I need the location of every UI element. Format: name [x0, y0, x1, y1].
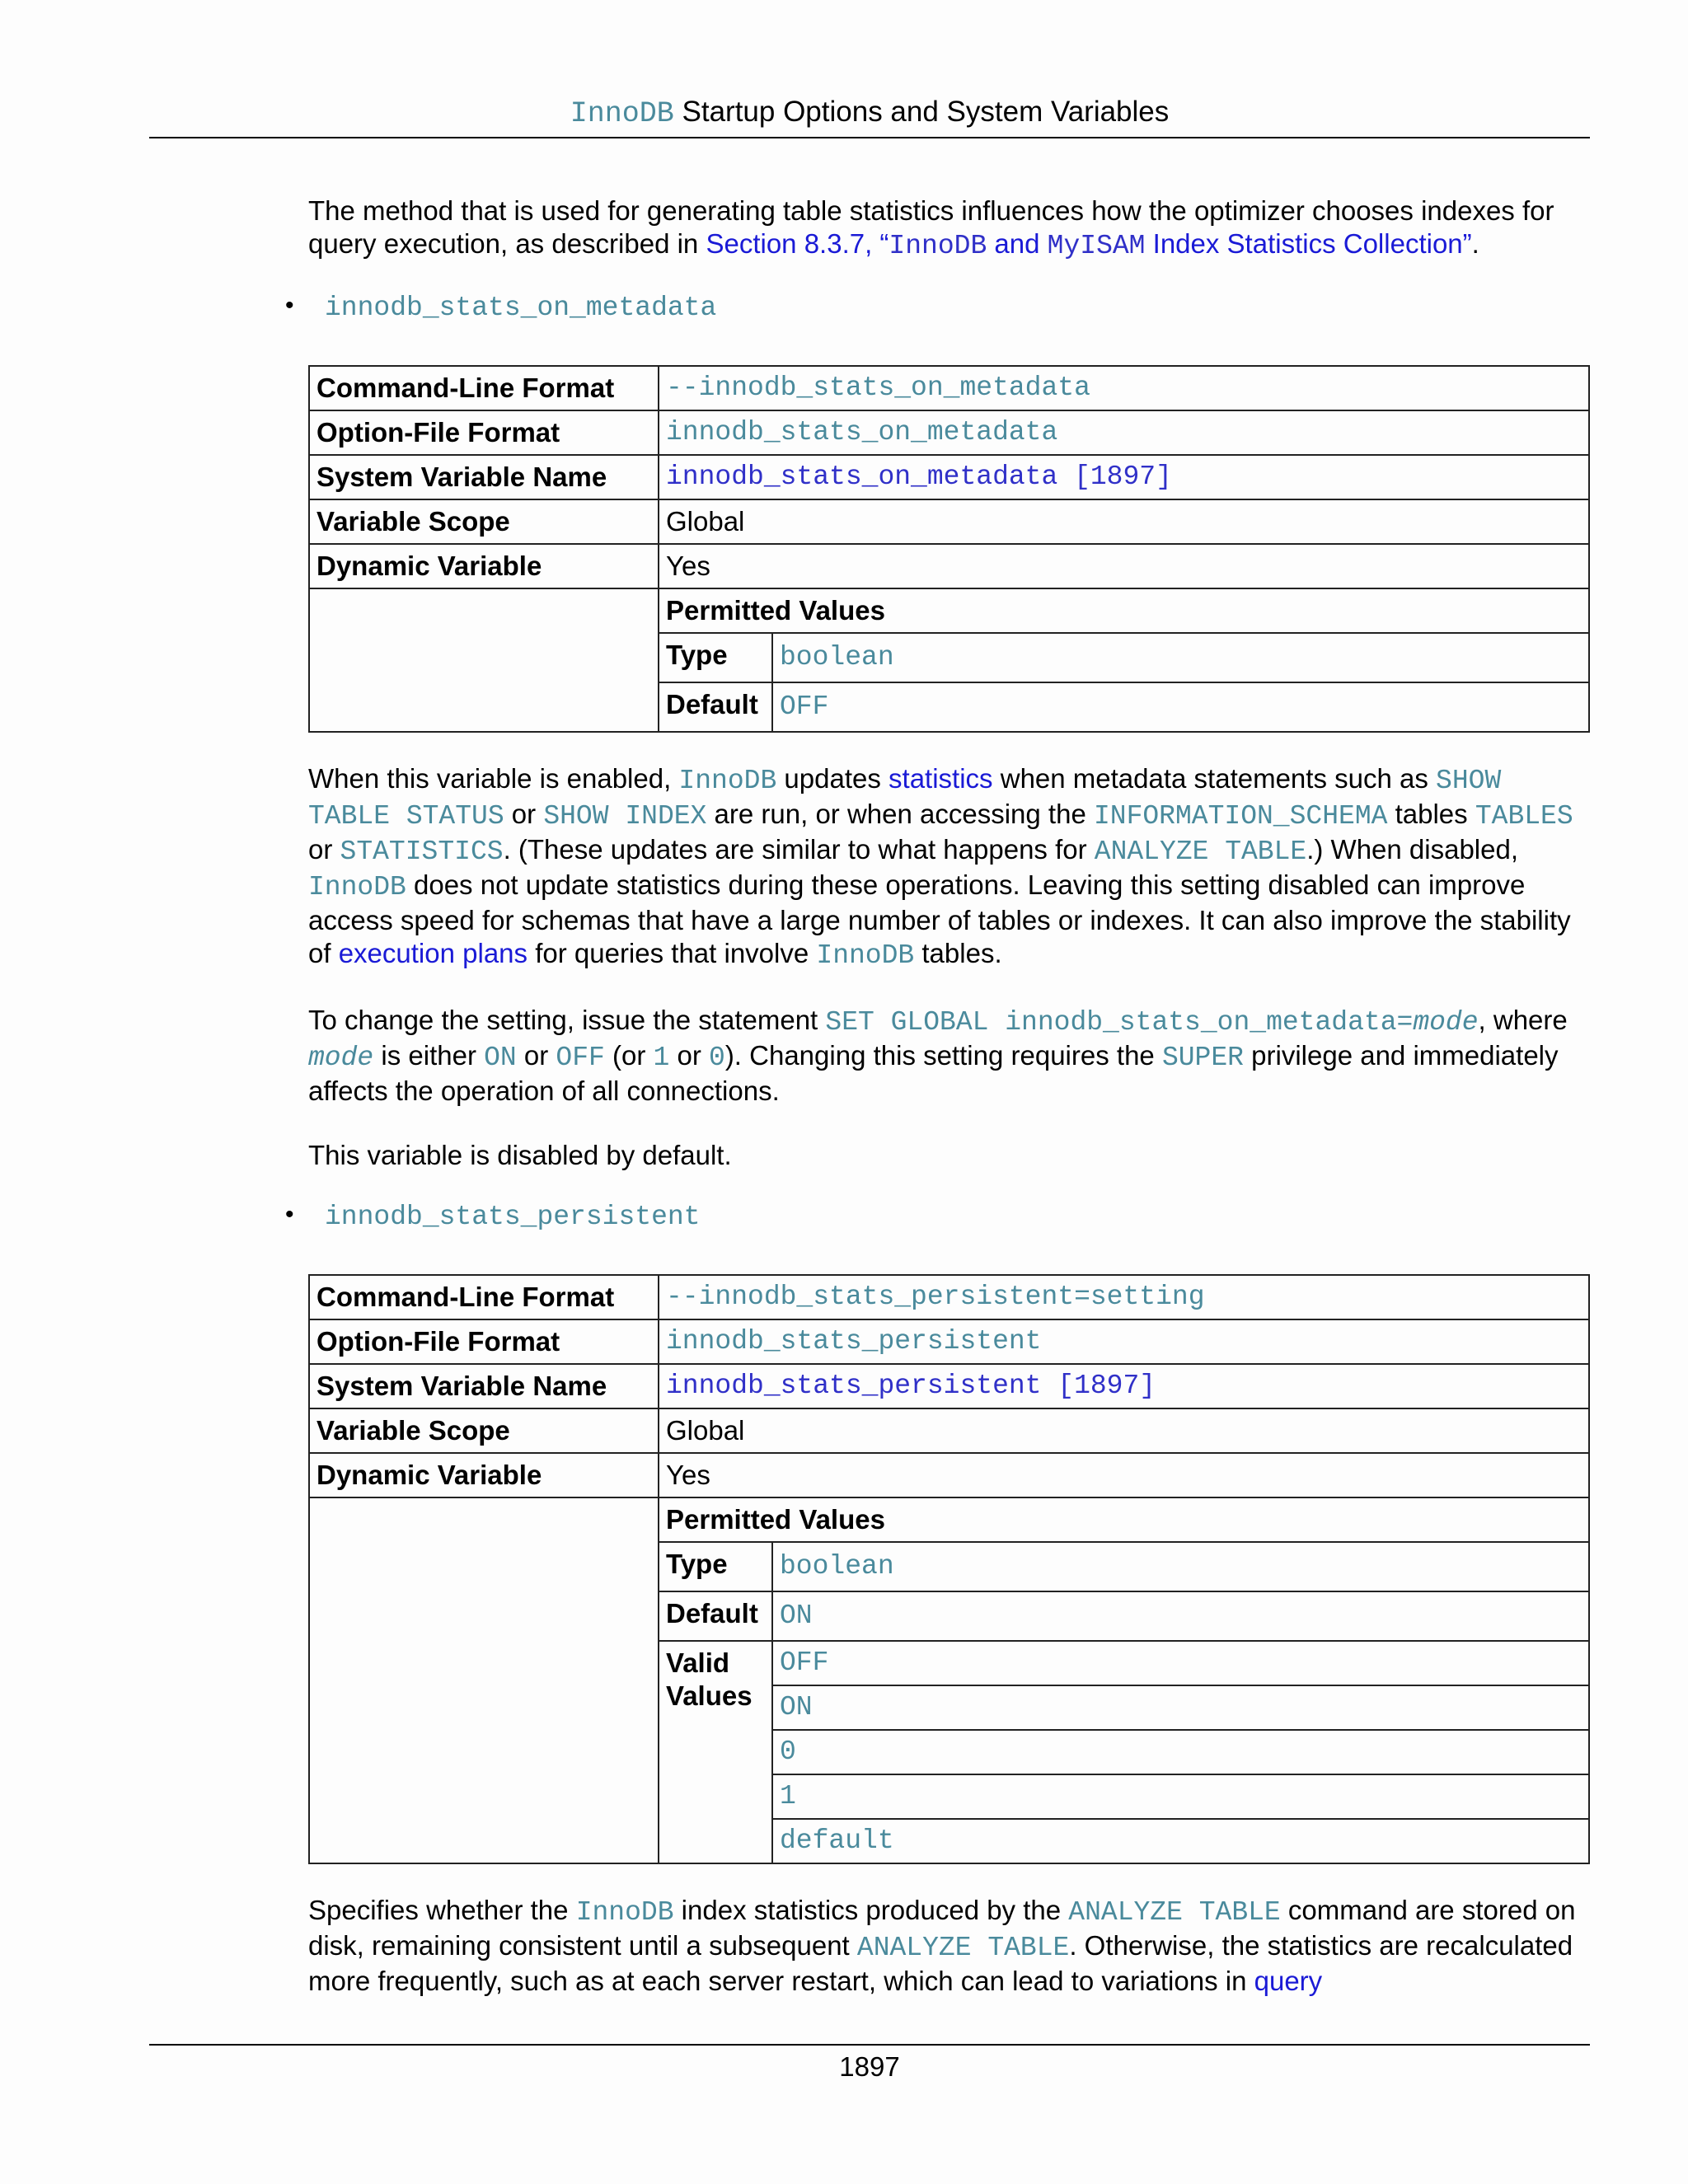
page-number: 1897: [839, 2051, 900, 2082]
type-label: Type: [659, 633, 772, 682]
dynamic-label: Dynamic Variable: [309, 544, 659, 588]
dynamic-value: Yes: [659, 544, 1589, 588]
options-table: [308, 365, 1590, 733]
header-rule: [149, 137, 1590, 138]
bullet-dot: •: [285, 1201, 294, 1228]
variable-bullet: [285, 289, 1590, 323]
default-label: Default: [659, 1591, 772, 1641]
valid-value: 1: [772, 1774, 1589, 1819]
section-link[interactable]: Section 8.3.7, “InnoDB and MyISAM Index Statistics Collection”: [706, 228, 1472, 261]
scope-value: Global: [659, 499, 1589, 544]
header-code: InnoDB: [570, 97, 674, 130]
cmd-value: --innodb_stats_persistent=setting: [659, 1275, 1589, 1319]
type-value: boolean: [772, 1542, 1589, 1591]
sysvar-link[interactable]: innodb_stats_on_metadata [1897]: [659, 455, 1589, 499]
bullet-dot: •: [285, 292, 294, 319]
table-row: [309, 1319, 1589, 1364]
scope-value: Global: [659, 1408, 1589, 1453]
opt-label: Option-File Format: [309, 410, 659, 455]
table-row: [309, 410, 1589, 455]
valid-value: 0: [772, 1730, 1589, 1774]
empty-cell: [309, 588, 659, 732]
header-title: Startup Options and System Variables: [682, 96, 1170, 128]
table-row: [309, 1275, 1589, 1319]
query-link[interactable]: query: [1254, 1966, 1323, 1996]
opt-value: innodb_stats_on_metadata: [659, 410, 1589, 455]
paragraph: Specifies whether the InnoDB index statistics produced by the ANALYZE TABLE command are stored on disk, remaining consistent until a subsequent ANALYZE TABLE. Otherwise, the statistics are recalculated more frequently, such as at each server restart, which can lead to variations in query: [308, 1895, 1576, 1996]
execution-plans-link[interactable]: execution plans: [338, 938, 528, 968]
permitted-header: Permitted Values: [659, 588, 1589, 633]
default-value: ON: [772, 1591, 1589, 1641]
default-label: Default: [659, 682, 772, 732]
type-label: Type: [659, 1542, 772, 1591]
empty-cell: [309, 1497, 659, 1863]
valid-values-label: Valid Values: [659, 1641, 772, 1863]
dynamic-label: Dynamic Variable: [309, 1453, 659, 1497]
sysvar-label: System Variable Name: [309, 455, 659, 499]
default-value: OFF: [772, 682, 1589, 732]
scope-label: Variable Scope: [309, 1408, 659, 1453]
table-row: [309, 499, 1589, 544]
table-row: [309, 588, 1589, 633]
valid-value: ON: [772, 1685, 1589, 1730]
intro-paragraph: The method that is used for generating table statistics influences how the optimizer chooses indexes for query execution, as described in Section 8.3.7, “InnoDB and MyISAM Index Statistics Collection”.: [308, 195, 1554, 261]
table-row: [309, 1364, 1589, 1408]
table-row: [309, 455, 1589, 499]
page-header: [0, 95, 1688, 131]
sysvar-link[interactable]: innodb_stats_persistent [1897]: [659, 1364, 1589, 1408]
table-row: [309, 1497, 1589, 1542]
paragraph: To change the setting, issue the statement SET GLOBAL innodb_stats_on_metadata=mode, where mode is either ON or OFF (or 1 or 0). Changing this setting requires the SUPER privilege and immediately affects the operation of all connections.: [308, 1005, 1568, 1106]
table-row: [309, 366, 1589, 410]
table-row: [309, 1408, 1589, 1453]
valid-value: default: [772, 1819, 1589, 1863]
paragraph: This variable is disabled by default.: [308, 1140, 732, 1170]
main-content: [285, 194, 1590, 1998]
cmd-value: --innodb_stats_on_metadata: [659, 366, 1589, 410]
statistics-link[interactable]: statistics: [889, 763, 993, 794]
dynamic-value: Yes: [659, 1453, 1589, 1497]
footer-rule: [149, 2044, 1590, 2046]
options-table: [308, 1274, 1590, 1864]
opt-value: innodb_stats_persistent: [659, 1319, 1589, 1364]
type-value: boolean: [772, 633, 1589, 682]
variable-name-link[interactable]: innodb_stats_on_metadata: [325, 293, 717, 323]
variable-bullet: [285, 1198, 1590, 1232]
cmd-label: Command-Line Format: [309, 366, 659, 410]
table-row: [309, 544, 1589, 588]
valid-value: OFF: [772, 1641, 1589, 1685]
cmd-label: Command-Line Format: [309, 1275, 659, 1319]
permitted-header: Permitted Values: [659, 1497, 1589, 1542]
table-row: [309, 1453, 1589, 1497]
paragraph: When this variable is enabled, InnoDB updates statistics when metadata statements such as SHOW TABLE STATUS or SHOW INDEX are run, or when accessing the INFORMATION_SCHEMA tables TABLES or STATISTICS. (These updates are similar to what happens for ANALYZE TABLE.) When disabled, InnoDB does not update statistics during these operations. Leaving this setting disabled can improve access speed for schemas that have a large number of tables or indexes. It can also improve the stability of execution plans for queries that involve InnoDB tables.: [308, 763, 1573, 971]
variable-name-link[interactable]: innodb_stats_persistent: [325, 1202, 701, 1232]
sysvar-label: System Variable Name: [309, 1364, 659, 1408]
scope-label: Variable Scope: [309, 499, 659, 544]
opt-label: Option-File Format: [309, 1319, 659, 1364]
